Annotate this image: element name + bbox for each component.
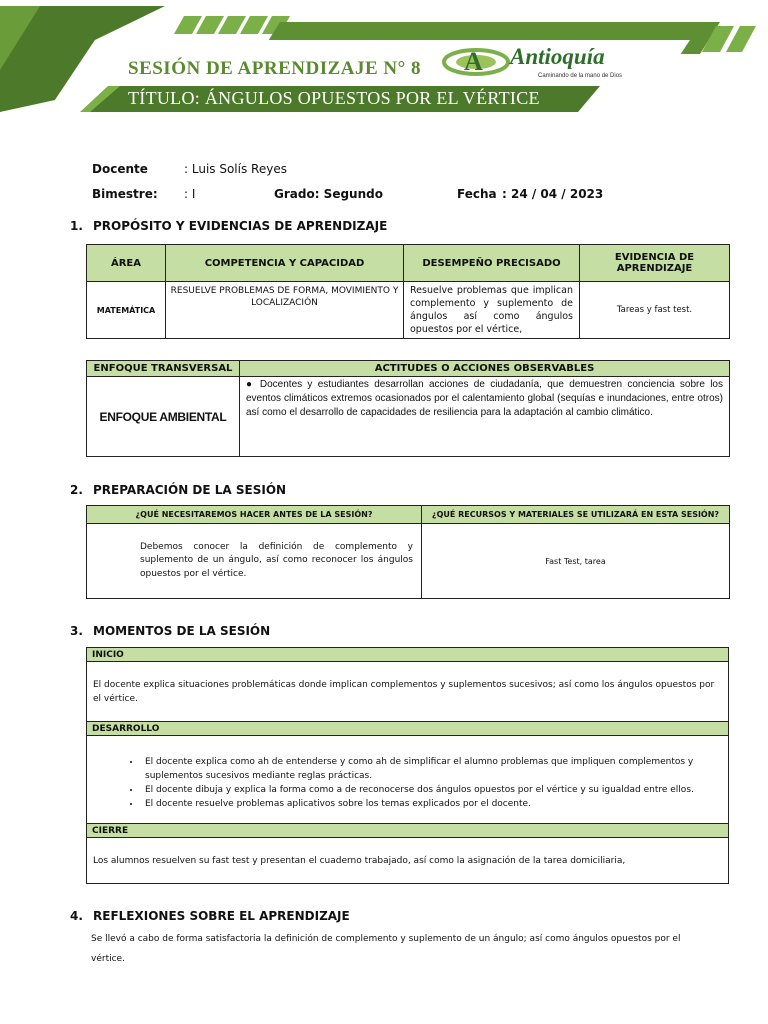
- logo-name: Antioquía: [510, 44, 605, 69]
- section-1-label: PROPÓSITO Y EVIDENCIAS DE APRENDIZAJE: [93, 219, 388, 233]
- section-2-label: PREPARACIÓN DE LA SESIÓN: [93, 483, 287, 497]
- fecha-label: Fecha: [457, 187, 497, 201]
- svg-text:A: A: [464, 47, 483, 76]
- inicio-content: El docente explica situaciones problemáticas donde implican complementos y suplementos sucesivos; así como los ángulos opuestos por el vértice.: [87, 662, 729, 722]
- cierre-content: Los alumnos resuelven su fast test y presentan el cuaderno trabajado, así como la asignación de la tarea domiciliaria,: [87, 838, 729, 884]
- section-3-title: [70, 624, 270, 638]
- purpose-table: [86, 244, 730, 339]
- header-evidencia: EVIDENCIA DE APRENDIZAJE: [580, 245, 730, 282]
- desarrollo-list: [93, 755, 722, 811]
- cell-evidencia: Tareas y fast test.: [580, 282, 730, 339]
- cierre-header: CIERRE: [87, 824, 729, 838]
- cell-recursos: Fast Test, tarea: [422, 524, 730, 599]
- enfoque-table: [86, 360, 730, 457]
- preparation-table: [86, 505, 730, 599]
- cell-enfoque: ENFOQUE AMBIENTAL: [87, 377, 240, 457]
- header-competencia: COMPETENCIA Y CAPACIDAD: [166, 245, 404, 282]
- session-subtitle: TÍTULO: ÁNGULOS OPUESTOS POR EL VÉRTICE: [128, 88, 540, 108]
- header-banner: [0, 0, 768, 130]
- reflection-text: Se llevó a cabo de forma satisfactoria la definición de complemento y suplemento de un ángulo; así como ángulos opuestos por el vértice.: [91, 934, 681, 964]
- header-area: ÁREA: [87, 245, 166, 282]
- docente-label: Docente: [92, 162, 148, 176]
- header-actitudes: ACTITUDES O ACCIONES OBSERVABLES: [240, 361, 730, 377]
- section-4-title: [70, 909, 350, 923]
- section-3-number: 3.: [70, 624, 83, 638]
- list-item: • El docente explica como ah de entenderse y como ah de simplificar el alumno problemas que impliquen complementos y suplementos sucesivos mediante reglas prácticas.: [141, 755, 722, 783]
- grado-label: Grado: Segundo: [274, 187, 383, 201]
- header-antes: ¿QUÉ NECESITAREMOS HACER ANTES DE LA SESIÓN?: [87, 506, 422, 524]
- docente-value: : Luis Solís Reyes: [184, 162, 287, 176]
- list-item: • El docente dibuja y explica la forma como a de reconocerse dos ángulos opuestos por el vértice y su igualdad entre ellos.: [141, 783, 722, 797]
- cell-antes: Debemos conocer la definición de complemento y suplemento de un ángulo, así como reconocer los ángulos opuestos por el vértice.: [87, 524, 422, 599]
- section-4-label: REFLEXIONES SOBRE EL APRENDIZAJE: [93, 909, 350, 923]
- cell-actitudes: ● Docentes y estudiantes desarrollan acciones de ciudadanía, que demuestren conciencia sobre los eventos climáticos extremos ocasionados por el calentamiento global (sequías e inundaciones, entre otros) así como el desarrollo de capacidades de resiliencia para la adaptación al cambio climático.: [240, 377, 730, 457]
- bimestre-value: : I: [184, 187, 196, 201]
- school-logo-icon: [442, 40, 512, 86]
- desarrollo-header: DESARROLLO: [87, 722, 729, 736]
- bimestre-label: Bimestre:: [92, 187, 158, 201]
- school-logo: [442, 40, 638, 86]
- header-enfoque: ENFOQUE TRANSVERSAL: [87, 361, 240, 377]
- cell-competencia: RESUELVE PROBLEMAS DE FORMA, MOVIMIENTO Y LOCALIZACIÓN: [166, 282, 404, 339]
- section-2-title: [70, 483, 286, 497]
- inicio-header: INICIO: [87, 648, 729, 662]
- cell-area: MATEMÁTICA: [87, 282, 166, 339]
- section-2-number: 2.: [70, 483, 83, 497]
- section-1-number: 1.: [70, 219, 83, 233]
- cell-desempeno: Resuelve problemas que implican complemento y suplemento de ángulos así como ángulos opuestos por el vértice,: [404, 282, 580, 339]
- session-title: SESIÓN DE APRENDIZAJE N° 8: [128, 58, 421, 79]
- section-1-title: [70, 219, 387, 233]
- header-desempeno: DESEMPEÑO PRECISADO: [404, 245, 580, 282]
- logo-tagline: Caminando de la mano de Dios: [538, 73, 623, 79]
- section-4-number: 4.: [70, 909, 83, 923]
- desarrollo-content: [87, 736, 729, 824]
- section-3-label: MOMENTOS DE LA SESIÓN: [93, 624, 271, 638]
- fecha-value: : 24 / 04 / 2023: [502, 187, 604, 201]
- header-recursos: ¿QUÉ RECURSOS Y MATERIALES SE UTILIZARÁ EN ESTA SESIÓN?: [422, 506, 730, 524]
- moments-table: [86, 647, 729, 884]
- list-item: • El docente resuelve problemas aplicativos sobre los temas explicados por el docente.: [141, 797, 722, 811]
